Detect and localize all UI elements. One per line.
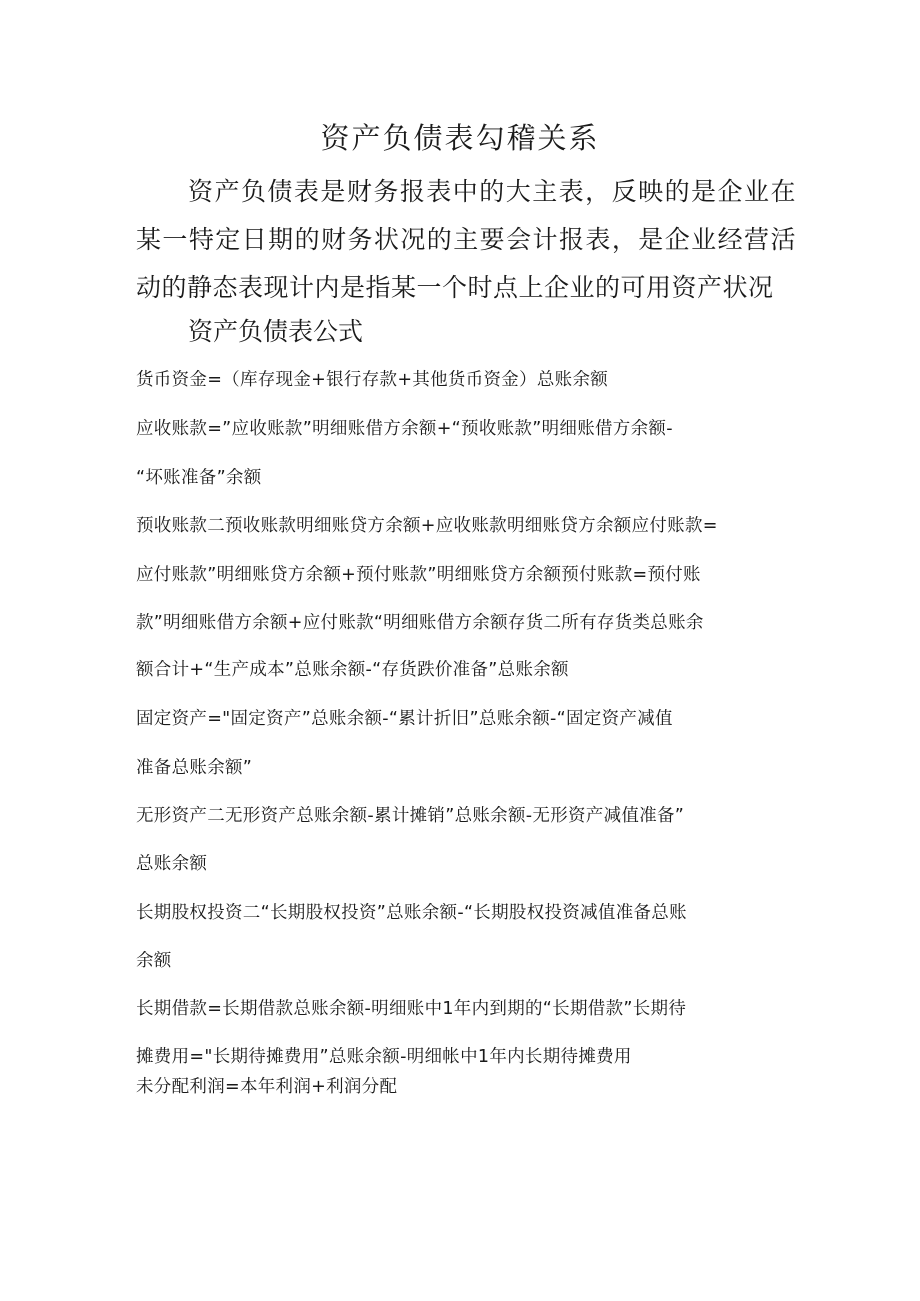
formula-line: 长期借款=长期借款总账余额-明细账中1年内到期的“长期借款”长期待 (136, 999, 687, 1019)
formula-line: 余额 (136, 951, 172, 971)
formula-line: 无形资产二无形资产总账余额-累计摊销”总账余额-无形资产减值准备” (136, 806, 685, 826)
section-heading: 资产负债表公式 (188, 317, 364, 346)
formula-line: 未分配利润=本年利润+利润分配 (136, 1077, 398, 1097)
formula-line: 额合计+“生产成本”总账余额-“存货跌价准备”总账余额 (136, 660, 569, 680)
formula-line: 应收账款=”应收账款”明细账借方余额+“预收账款”明细账借方余额- (136, 419, 673, 439)
formula-line: “坏账准备”余额 (136, 468, 262, 488)
formula-line: 总账余额 (136, 854, 208, 874)
formula-line: 款”明细账借方余额+应付账款“明细账借方余额存货二所有存货类总账余 (136, 613, 704, 633)
formula-line: 预收账款二预收账款明细账贷方余额+应收账款明细账贷方余额应付账款= (136, 516, 718, 536)
formula-line: 长期股权投资二“长期股权投资”总账余额-“长期股权投资减值准备总账 (136, 903, 687, 923)
document-title: 资产负债表勾稽关系 (320, 121, 600, 155)
formula-line: 固定资产="固定资产”总账余额-“累计折旧”总账余额-“固定资产减值 (136, 709, 673, 729)
formula-line: 应付账款”明细账贷方余额+预付账款”明细账贷方余额预付账款=预付账 (136, 565, 701, 585)
formula-line: 摊费用="长期待摊费用”总账余额-明细帐中1年内长期待摊费用 (136, 1047, 632, 1067)
intro-paragraph: 资产负债表是财务报表中的大主表，反映的是企业在某一特定日期的财务状况的主要会计报表，是企业经营活动的静态表现计内是指某一个时点上企业的可用资产状况 (136, 177, 796, 302)
formula-line: 货币资金=（库存现金+银行存款+其他货币资金）总账余额 (136, 370, 609, 390)
formula-line: 准备总账余额” (136, 758, 253, 778)
